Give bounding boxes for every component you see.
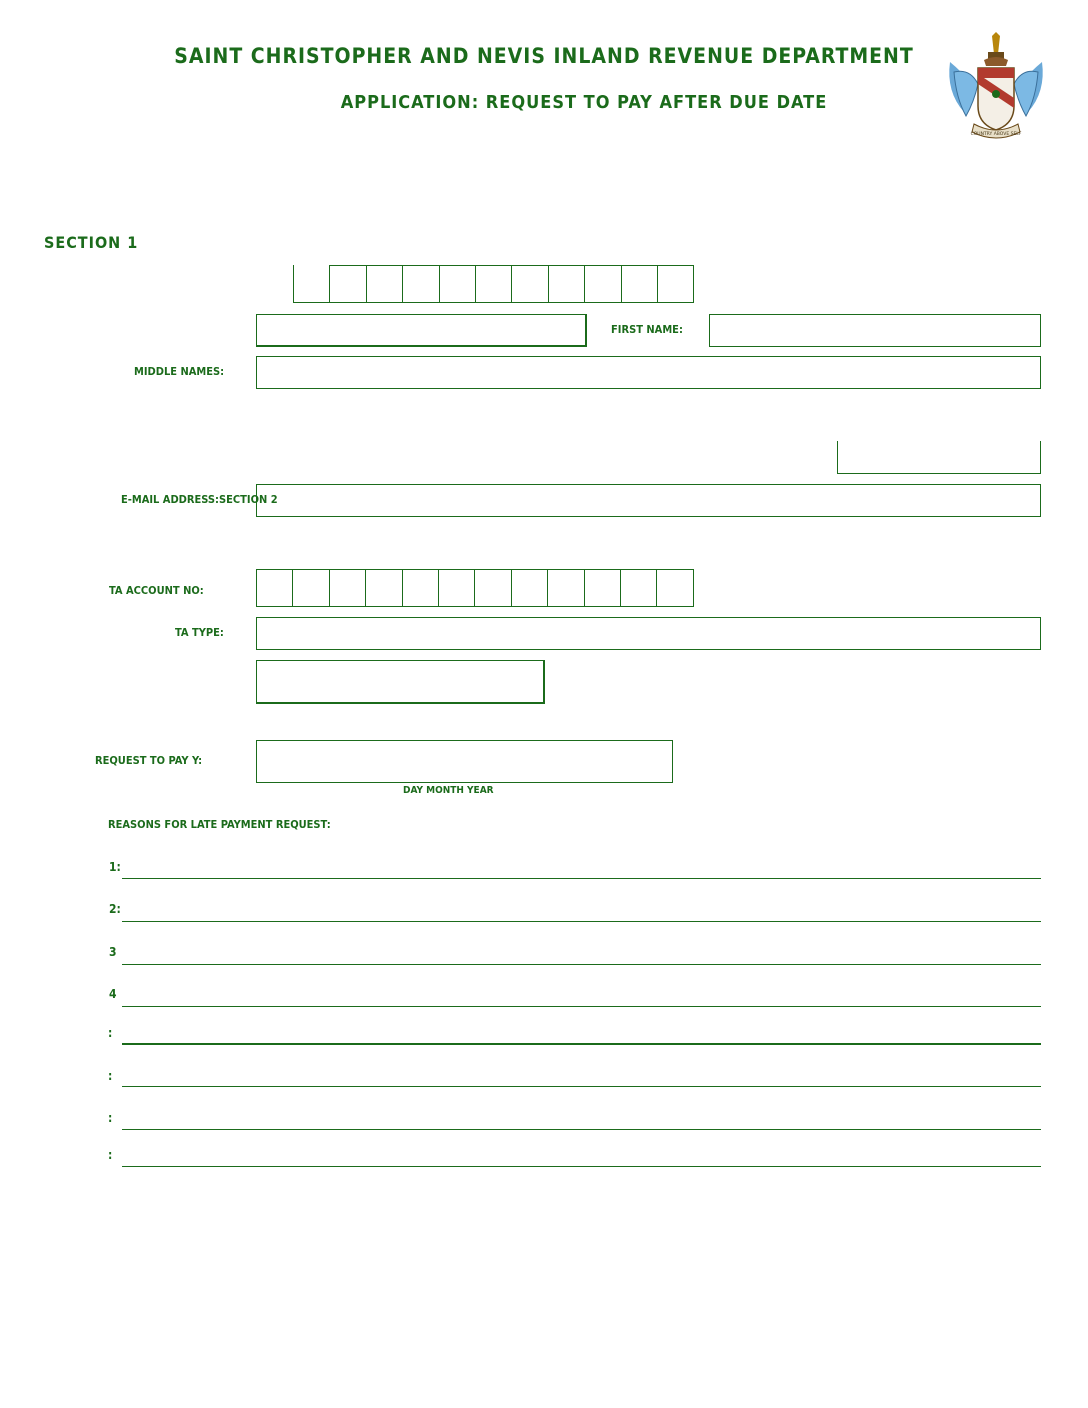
- ta-account-cell[interactable]: [256, 569, 293, 607]
- id-cell[interactable]: [657, 265, 694, 303]
- section-1-heading: SECTION 1: [44, 233, 139, 252]
- reason-line-3[interactable]: [122, 964, 1041, 965]
- reason-line-5[interactable]: [122, 1043, 1041, 1045]
- reasons-label: REASONS FOR LATE PAYMENT REQUEST:: [108, 818, 331, 831]
- id-cell[interactable]: [329, 265, 366, 303]
- first-name-field[interactable]: [709, 314, 1041, 347]
- ta-account-cell[interactable]: [402, 569, 439, 607]
- department-title: SAINT CHRISTOPHER AND NEVIS INLAND REVENUE DEPARTMENT: [174, 44, 914, 68]
- period-field[interactable]: [256, 660, 545, 704]
- id-cell[interactable]: [293, 265, 330, 303]
- reason-line-4[interactable]: [122, 1006, 1041, 1007]
- reason-number: 1:: [109, 860, 121, 874]
- ta-account-cell[interactable]: [292, 569, 329, 607]
- ta-account-cell[interactable]: [365, 569, 402, 607]
- ta-account-cell[interactable]: [584, 569, 621, 607]
- middle-names-label: MIDDLE NAMES:: [134, 365, 225, 378]
- reason-number: 4: [109, 987, 117, 1001]
- reason-line-7[interactable]: [122, 1129, 1041, 1130]
- reason-number: 2:: [109, 902, 121, 916]
- reason-number: :: [108, 1069, 113, 1083]
- middle-names-field[interactable]: [256, 356, 1041, 389]
- surname-field[interactable]: [256, 314, 587, 347]
- id-cell[interactable]: [621, 265, 658, 303]
- reason-line-8[interactable]: [122, 1166, 1041, 1167]
- ta-account-cell[interactable]: [620, 569, 657, 607]
- ta-type-field[interactable]: [256, 617, 1041, 650]
- ta-account-cell[interactable]: [511, 569, 548, 607]
- reason-number: :: [108, 1148, 113, 1162]
- ta-account-cell[interactable]: [656, 569, 693, 607]
- id-cell[interactable]: [366, 265, 403, 303]
- ta-account-cell[interactable]: [329, 569, 366, 607]
- id-number-cells[interactable]: [293, 265, 694, 303]
- small-field[interactable]: [837, 441, 1041, 474]
- id-cell[interactable]: [548, 265, 585, 303]
- request-date-field[interactable]: [256, 740, 673, 783]
- email-field[interactable]: [256, 484, 1041, 517]
- svg-text:COUNTRY ABOVE SELF: COUNTRY ABOVE SELF: [970, 132, 1022, 137]
- first-name-label: FIRST NAME:: [611, 323, 683, 336]
- ta-type-label: TA TYPE:: [175, 626, 224, 639]
- reason-number: :: [108, 1026, 113, 1040]
- reason-line-6[interactable]: [122, 1086, 1041, 1087]
- id-cell[interactable]: [584, 265, 621, 303]
- email-label: E-MAIL ADDRESS:SECTION 2: [121, 493, 278, 506]
- ta-account-label: TA ACCOUNT NO:: [109, 584, 204, 597]
- id-cell[interactable]: [439, 265, 476, 303]
- ta-account-cell[interactable]: [474, 569, 511, 607]
- ta-account-cell[interactable]: [547, 569, 584, 607]
- reason-line-2[interactable]: [122, 921, 1041, 922]
- reason-number: 3: [109, 945, 117, 959]
- id-cell[interactable]: [511, 265, 548, 303]
- reason-line-1[interactable]: [122, 878, 1041, 879]
- ta-account-cell[interactable]: [438, 569, 475, 607]
- date-format-hint: DAY MONTH YEAR: [403, 785, 494, 796]
- coat-of-arms-logo: [944, 32, 1048, 144]
- id-cell[interactable]: [475, 265, 512, 303]
- reason-number: :: [108, 1111, 113, 1125]
- request-to-pay-label: REQUEST TO PAY Y:: [95, 754, 203, 767]
- ta-account-cells[interactable]: [256, 569, 694, 607]
- id-cell[interactable]: [402, 265, 439, 303]
- form-title: APPLICATION: REQUEST TO PAY AFTER DUE DATE: [340, 92, 828, 113]
